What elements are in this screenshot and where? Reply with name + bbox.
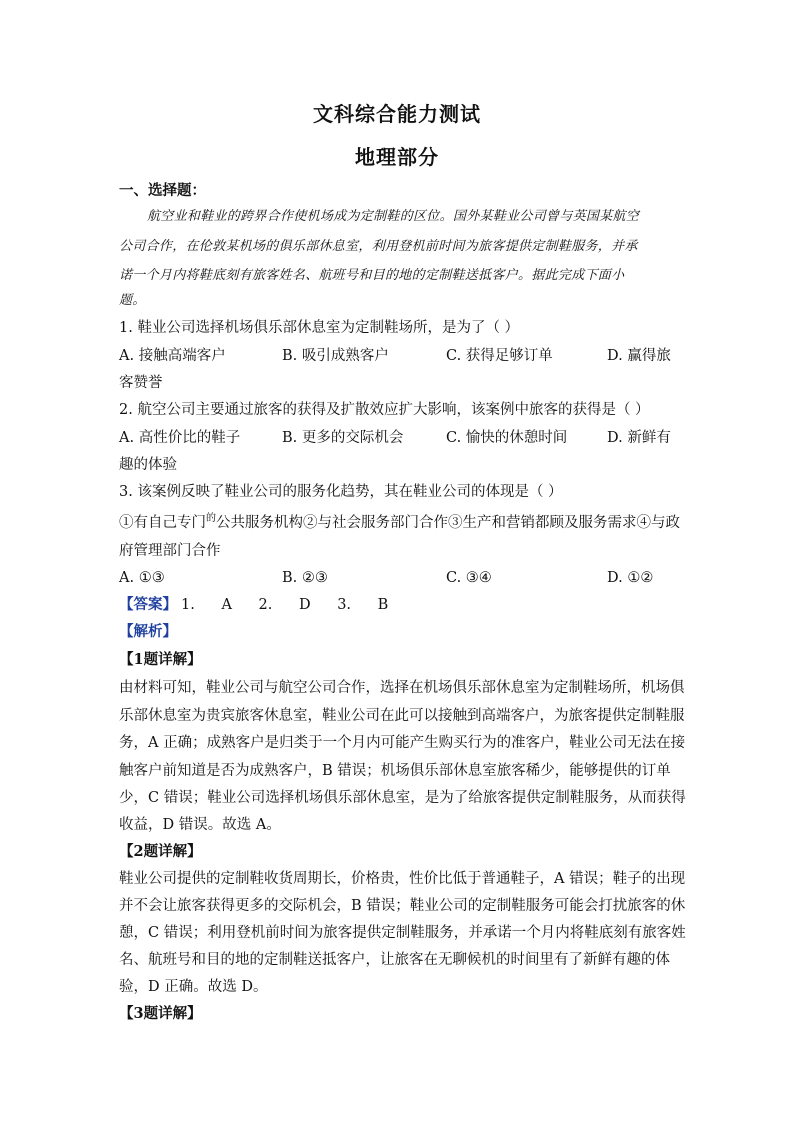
q2-detail-line: 名、航班号和目的地的定制鞋送抵客户，让旅客在无聊候机的时间里有了新鲜有趣的体 (119, 952, 670, 968)
material-line: 诺一个月内将鞋底刻有旅客姓名、航班号和目的地的定制鞋送抵客户。据此完成下面小 (119, 268, 625, 283)
material-line: 公司合作，在伦敦某机场的俱乐部休息室，利用登机前时间为旅客提供定制鞋服务，并承 (119, 239, 638, 254)
q2-detail-line: 鞋业公司提供的定制鞋收货周期长，价格贵，性价比低于普通鞋子，A 错误；鞋子的出现 (119, 871, 686, 887)
question-3-option-d: D. ①② (607, 570, 654, 586)
question-3-statements (119, 513, 679, 535)
question-1-option-d: D. 赢得旅 (607, 348, 671, 364)
q1-detail-heading: 【1题详解】 (119, 651, 202, 668)
statement-text: ①有自己专门 (119, 515, 206, 531)
answer-line (119, 595, 679, 615)
question-3-option-b: B. ②③ (282, 570, 328, 586)
question-2-option-d: D. 新鲜有 (607, 430, 671, 446)
q2-detail-line: 验，D 正确。故选 D。 (119, 979, 268, 995)
question-3-option-a: A. ①③ (119, 570, 165, 586)
question-2-option-a: A. 高性价比的鞋子 (119, 430, 241, 446)
q1-detail-line: 务，A 正确；成熟客户是归类于一个月内可能产生购买行为的准客户，鞋业公司无法在接 (119, 735, 686, 751)
question-2-option-b: B. 更多的交际机会 (282, 430, 404, 446)
q1-detail-line: 收益，D 错误。故选 A。 (119, 817, 281, 833)
analysis-tag: 【解析】 (119, 623, 177, 640)
q2-detail-heading: 【2题详解】 (119, 843, 202, 860)
question-1-stem: 1. 鞋业公司选择机场俱乐部休息室为定制鞋场所，是为了（ ） (119, 320, 520, 336)
question-1-option-b: B. 吸引成熟客户 (282, 348, 389, 364)
q1-detail-line: 由材料可知，鞋业公司与航空公司合作，选择在机场俱乐部休息室为定制鞋场所，机场俱 (119, 680, 685, 696)
question-3-option-c: C. ③④ (446, 570, 492, 586)
material-line: 航空业和鞋业的跨界合作使机场成为定制鞋的区位。国外某鞋业公司曾与英国某航空 (147, 209, 640, 224)
question-2-stem: 2. 航空公司主要通过旅客的获得及扩散效应扩大影响，该案例中旅客的获得是（ ） (119, 402, 650, 418)
question-3-statements-continuation: 府管理部门合作 (119, 543, 221, 559)
statement-text: 公共服务机构②与社会服务部门合作③生产和营销都顾及服务需求④与政 (216, 515, 680, 531)
page-title: 文科综合能力测试 (313, 102, 481, 126)
q2-detail-line: 憩，C 错误；利用登机前时间为旅客提供定制鞋服务，并承诺一个月内将鞋底刻有旅客姓 (119, 925, 686, 941)
question-1-option-a: A. 接触高端客户 (119, 348, 226, 364)
question-1-option-d-continuation: 客赞誉 (119, 375, 163, 391)
question-2-option-c: C. 愉快的休憩时间 (446, 430, 568, 446)
page-subtitle: 地理部分 (355, 145, 439, 169)
material-line: 题。 (119, 293, 146, 308)
question-1-option-c: C. 获得足够订单 (446, 348, 553, 364)
answer-items: 1. A 2. D 3. B (181, 597, 389, 613)
q2-detail-line: 并不会让旅客获得更多的交际机会，B 错误；鞋业公司的定制鞋服务可能会打扰旅客的休 (119, 898, 686, 914)
q1-detail-line: 乐部休息室为贵宾旅客休息室，鞋业公司在此可以接触到高端客户，为旅客提供定制鞋服 (119, 708, 685, 724)
question-2-option-d-continuation: 趣的体验 (119, 457, 177, 473)
section-heading: 一、选择题： (119, 182, 206, 199)
answer-tag: 【答案】 (119, 596, 177, 613)
q3-detail-heading: 【3题详解】 (119, 1005, 202, 1022)
q1-detail-line: 触客户前知道是否为成熟客户，B 错误；机场俱乐部休息室旅客稀少，能够提供的订单 (119, 763, 671, 779)
question-3-stem: 3. 该案例反映了鞋业公司的服务化趋势，其在鞋业公司的体现是（ ） (119, 484, 563, 500)
q1-detail-line: 少，C 错误；鞋业公司选择机场俱乐部休息室，是为了给旅客提供定制鞋服务，从而获得 (119, 790, 686, 806)
statement-superscript: 的 (206, 513, 216, 524)
